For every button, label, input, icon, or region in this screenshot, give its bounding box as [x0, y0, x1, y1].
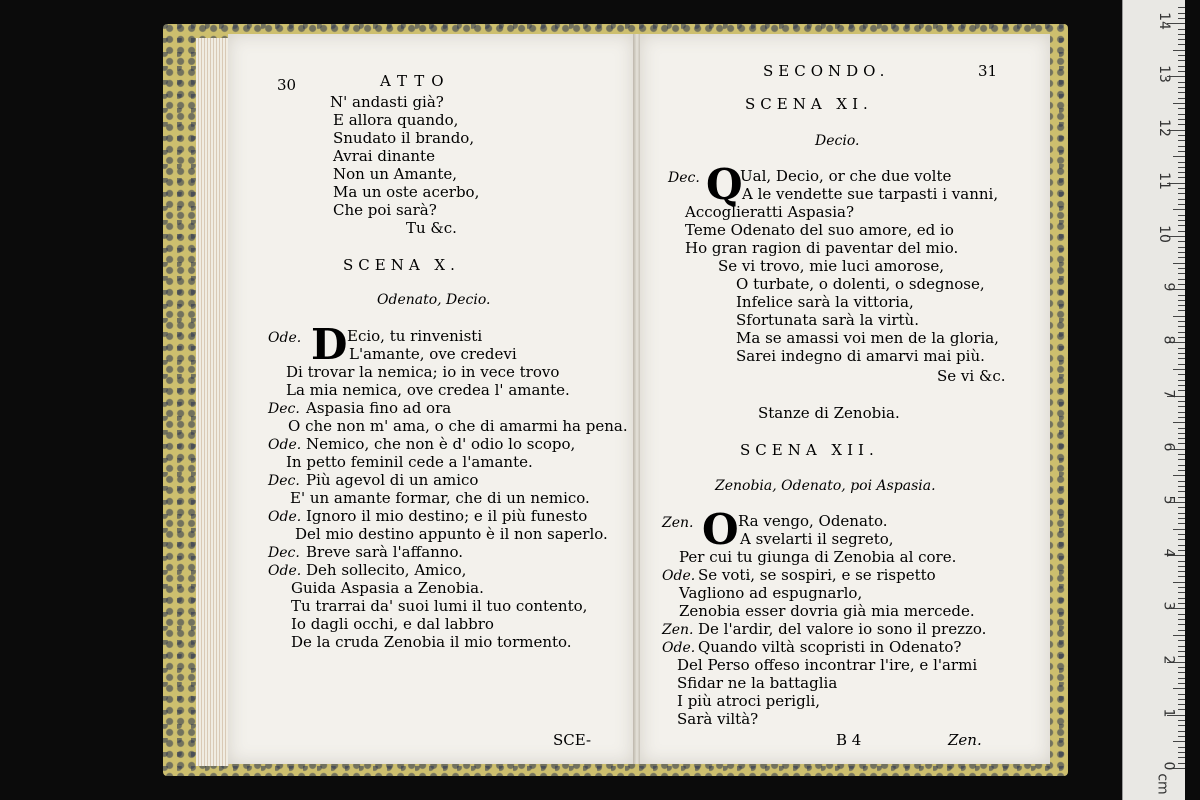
ruler-tick — [1178, 215, 1185, 216]
dialogue-line: Guida Aspasia a Zenobia. — [291, 579, 484, 597]
ruler-tick — [1178, 108, 1185, 109]
ruler-tick — [1178, 598, 1185, 599]
ruler-tick — [1178, 273, 1185, 274]
ruler-tick — [1178, 619, 1185, 620]
ruler-number: 13 — [1156, 65, 1173, 84]
ruler-tick — [1178, 7, 1185, 8]
dialogue-line: Se vi trovo, mie luci amorose, — [718, 257, 945, 275]
ruler-tick — [1178, 374, 1185, 375]
speaker-label: Ode. — [662, 640, 696, 656]
ruler-tick — [1178, 561, 1185, 562]
ruler-tick — [1178, 731, 1185, 732]
ruler-tick — [1178, 614, 1185, 615]
ruler-tick — [1178, 694, 1185, 695]
dialogue-line: O che non m' ama, o che di amarmi ha pena. — [288, 417, 628, 435]
ruler-tick — [1173, 156, 1185, 157]
dialogue-line: Teme Odenato del suo amore, ed io — [685, 221, 954, 239]
ruler-tick — [1173, 635, 1185, 636]
ruler-tick — [1173, 263, 1185, 264]
dialogue-line: Ignoro il mio destino; e il più funesto — [306, 507, 588, 525]
dialogue-line: De la cruda Zenobia il mio tormento. — [291, 633, 572, 651]
ruler-tick — [1178, 98, 1185, 99]
dialogue-line: O turbate, o dolenti, o sdegnose, — [736, 275, 985, 293]
dialogue-line: Sarei indegno di amarvi mai più. — [736, 347, 985, 365]
ruler-tick — [1178, 678, 1185, 679]
ruler-tick — [1178, 34, 1185, 35]
dialogue-line: De l'ardir, del valore io sono il prezzo. — [698, 620, 987, 638]
ruler-tick — [1178, 321, 1185, 322]
ruler-number: 2 — [1160, 655, 1177, 665]
ruler-tick — [1178, 385, 1185, 386]
dialogue-line: Zenobia esser dovria già mia mercede. — [679, 602, 975, 620]
ruler-tick — [1178, 704, 1185, 705]
ruler-tick — [1178, 310, 1185, 311]
ruler-tick — [1178, 167, 1185, 168]
ruler-tick — [1178, 401, 1185, 402]
dialogue-line: Nemico, che non è d' odio lo scopo, — [306, 435, 576, 453]
ruler-number: 7 — [1160, 389, 1177, 399]
ruler-number: 11 — [1156, 171, 1173, 190]
ruler-tick — [1178, 459, 1185, 460]
ruler-tick — [1178, 507, 1185, 508]
ruler-number: 12 — [1156, 118, 1173, 137]
ruler-tick — [1178, 571, 1185, 572]
ruler-tick — [1178, 193, 1185, 194]
ruler-tick — [1178, 177, 1185, 178]
dialogue-line: Deh sollecito, Amico, — [306, 561, 467, 579]
ruler-tick — [1178, 630, 1185, 631]
scene-xii-characters: Zenobia, Odenato, poi Aspasia. — [715, 478, 936, 494]
ruler-tick — [1178, 225, 1185, 226]
ruler-tick — [1178, 353, 1185, 354]
left-catchword: SCE- — [553, 731, 592, 749]
ruler-tick — [1178, 667, 1185, 668]
ruler-tick — [1178, 114, 1185, 115]
left-verse-7: Che poi sarà? — [333, 201, 437, 219]
left-verse-3: Snudato il brando, — [333, 129, 475, 147]
ruler-tick — [1178, 518, 1185, 519]
ruler-tick — [1173, 209, 1185, 210]
ruler-number: 4 — [1160, 548, 1177, 558]
ruler-tick — [1178, 29, 1185, 30]
speaker-label: Zen. — [662, 515, 694, 531]
ruler-tick — [1178, 640, 1185, 641]
right-running-head: SECONDO. — [763, 62, 890, 80]
ruler-tick — [1178, 268, 1185, 269]
left-verse-2: E allora quando, — [333, 111, 459, 129]
ruler-number: 9 — [1160, 282, 1177, 292]
dialogue-line: Aspasia fino ad ora — [306, 399, 452, 417]
ruler-tick — [1173, 316, 1185, 317]
ruler-tick — [1178, 364, 1185, 365]
speaker-label: Ode. — [268, 509, 302, 525]
ruler-tick — [1178, 188, 1185, 189]
ruler-tick — [1178, 417, 1185, 418]
ruler-tick — [1178, 257, 1185, 258]
ruler-tick — [1178, 491, 1185, 492]
left-verse-4: Avrai dinante — [333, 147, 435, 165]
dialogue-line: A le vendette sue tarpasti i vanni, — [742, 185, 999, 203]
ruler-tick — [1173, 369, 1185, 370]
dialogue-line: In petto feminil cede a l'amante. — [286, 453, 533, 471]
ruler-tick — [1178, 438, 1185, 439]
ruler-tick — [1178, 752, 1185, 753]
speaker-label: Ode. — [268, 563, 302, 579]
ruler-tick — [1178, 279, 1185, 280]
ruler-tick — [1178, 13, 1185, 14]
dialogue-line: L'amante, ove credevi — [349, 345, 517, 363]
dialogue-line: La mia nemica, ove credea l' amante. — [286, 381, 570, 399]
ruler-number: 10 — [1156, 225, 1173, 243]
dialogue-line: Breve sarà l'affanno. — [306, 543, 464, 561]
ruler-tick — [1178, 523, 1185, 524]
right-page-number: 31 — [978, 62, 998, 80]
page-edges — [196, 38, 229, 766]
dialogue-line: Ra vengo, Odenato. — [738, 512, 888, 530]
ruler-tick — [1173, 103, 1185, 104]
ruler-tick — [1178, 443, 1185, 444]
ruler-tick — [1178, 241, 1185, 242]
dialogue-line: Del Perso offeso incontrar l'ire, e l'armi — [677, 656, 978, 674]
ruler-tick — [1178, 481, 1185, 482]
ruler-tick — [1178, 300, 1185, 301]
dialogue-line: Più agevol di un amico — [306, 471, 479, 489]
speaker-label: Dec. — [268, 545, 300, 561]
dialogue-line: Se voti, se sospiri, e se rispetto — [698, 566, 936, 584]
ruler-tick — [1178, 390, 1185, 391]
dialogue-line: Di trovar la nemica; io in vece trovo — [286, 363, 560, 381]
ruler-tick — [1178, 231, 1185, 232]
ruler-tick — [1178, 82, 1185, 83]
speaker-label: Ode. — [268, 330, 302, 346]
dialogue-line: Sfidar ne la battaglia — [677, 674, 838, 692]
ruler-tick — [1178, 135, 1185, 136]
left-running-head: ATTO — [380, 72, 451, 90]
ruler-number: 3 — [1160, 601, 1177, 611]
ruler-number: 1 — [1160, 708, 1177, 718]
ruler-unit: cm — [1154, 773, 1171, 795]
left-verse-5: Non un Amante, — [333, 165, 458, 183]
drop-cap-o: O — [702, 505, 739, 554]
ruler-tick — [1178, 220, 1185, 221]
ruler-tick — [1178, 465, 1185, 466]
ruler-tick — [1178, 534, 1185, 535]
ruler-tick — [1178, 406, 1185, 407]
ruler-tick — [1178, 172, 1185, 173]
ruler-tick — [1178, 39, 1185, 40]
ruler-tick — [1178, 545, 1185, 546]
ruler-tick — [1173, 475, 1185, 476]
stanze-title: Stanze di Zenobia. — [758, 404, 900, 422]
ruler-tick — [1178, 146, 1185, 147]
left-verse-6: Ma un oste acerbo, — [333, 183, 480, 201]
ruler-tick — [1178, 497, 1185, 498]
ruler-tick — [1178, 576, 1185, 577]
scene-xi-characters: Decio. — [815, 133, 860, 149]
dialogue-line: Sfortunata sarà la virtù. — [736, 311, 919, 329]
ruler-tick — [1178, 151, 1185, 152]
ruler-tick — [1178, 119, 1185, 120]
ruler-tick — [1178, 358, 1185, 359]
ruler-tick — [1178, 55, 1185, 56]
left-refrain: Tu &c. — [406, 219, 457, 237]
ruler-tick — [1178, 651, 1185, 652]
ruler-tick — [1178, 672, 1185, 673]
ruler-tick — [1178, 736, 1185, 737]
ruler-tick — [1178, 646, 1185, 647]
ruler-number: 14 — [1156, 12, 1173, 31]
ruler-tick — [1178, 603, 1185, 604]
scene-x-heading: SCENA X. — [343, 256, 460, 274]
speaker-label: Dec. — [268, 473, 300, 489]
dialogue-line: Quando viltà scopristi in Odenato? — [698, 638, 962, 656]
ruler-tick — [1178, 725, 1185, 726]
ruler-tick — [1173, 422, 1185, 423]
ruler-tick — [1178, 550, 1185, 551]
ruler-tick — [1178, 348, 1185, 349]
dialogue-line: Ual, Decio, or che due volte — [740, 167, 952, 185]
speaker-label: Zen. — [662, 622, 694, 638]
left-verse-1: N' andasti già? — [330, 93, 444, 111]
ruler-tick — [1178, 757, 1185, 758]
ruler-tick — [1178, 326, 1185, 327]
ruler-tick — [1178, 699, 1185, 700]
right-catchword: Zen. — [948, 731, 982, 749]
dialogue-line: Io dagli occhi, e dal labbro — [291, 615, 494, 633]
ruler-tick — [1178, 566, 1185, 567]
ruler-tick — [1178, 66, 1185, 67]
dialogue-line: Ma se amassi voi men de la gloria, — [736, 329, 999, 347]
dialogue-line: Ecio, tu rinvenisti — [347, 327, 483, 345]
ruler-tick — [1173, 688, 1185, 689]
ruler-tick — [1178, 252, 1185, 253]
speaker-label: Dec. — [268, 401, 300, 417]
ruler-tick — [1178, 486, 1185, 487]
dialogue-line: Infelice sarà la vittoria, — [736, 293, 914, 311]
ruler-number: 5 — [1160, 495, 1177, 505]
signature-mark: B 4 — [836, 731, 862, 749]
measuring-ruler — [1122, 0, 1185, 800]
ruler-tick — [1178, 305, 1185, 306]
ruler-tick — [1178, 470, 1185, 471]
ruler-tick — [1178, 92, 1185, 93]
speaker-label: Ode. — [268, 437, 302, 453]
ruler-tick — [1178, 140, 1185, 141]
ruler-tick — [1178, 539, 1185, 540]
ruler-tick — [1178, 71, 1185, 72]
dialogue-line: A svelarti il segreto, — [740, 530, 894, 548]
ruler-tick — [1178, 44, 1185, 45]
ruler-tick — [1173, 529, 1185, 530]
ruler-tick — [1178, 284, 1185, 285]
ruler-tick — [1178, 380, 1185, 381]
dialogue-line: E' un amante formar, che di un nemico. — [290, 489, 590, 507]
ruler-number: 6 — [1160, 442, 1177, 452]
ruler-tick — [1173, 582, 1185, 583]
scene-xi-heading: SCENA XI. — [745, 95, 873, 113]
ruler-tick — [1178, 587, 1185, 588]
ruler-tick — [1178, 454, 1185, 455]
scene-xii-heading: SCENA XII. — [740, 441, 879, 459]
dialogue-line: Ho gran ragion di paventar del mio. — [685, 239, 959, 257]
ruler-tick — [1178, 624, 1185, 625]
ruler-tick — [1178, 709, 1185, 710]
ruler-tick — [1178, 747, 1185, 748]
ruler-number: 0 — [1160, 761, 1177, 771]
ruler-tick — [1178, 295, 1185, 296]
drop-cap-d: D — [311, 320, 348, 369]
ruler-tick — [1178, 87, 1185, 88]
ruler-tick — [1178, 199, 1185, 200]
dialogue-line: Se vi &c. — [937, 367, 1006, 385]
dialogue-line: Per cui tu giunga di Zenobia al core. — [679, 548, 957, 566]
dialogue-line: Accoglieratti Aspasia? — [685, 203, 855, 221]
ruler-tick — [1173, 741, 1185, 742]
dialogue-line: Tu trarrai da' suoi lumi il tuo contento, — [291, 597, 588, 615]
dialogue-line: Sarà viltà? — [677, 710, 759, 728]
drop-cap-q: Q — [706, 160, 743, 209]
ruler-tick — [1178, 592, 1185, 593]
ruler-tick — [1178, 412, 1185, 413]
ruler-tick — [1178, 763, 1185, 764]
ruler-tick — [1178, 428, 1185, 429]
ruler-tick — [1173, 50, 1185, 51]
ruler-tick — [1178, 18, 1185, 19]
speaker-label: Dec. — [668, 170, 700, 186]
ruler-tick — [1178, 124, 1185, 125]
scene-x-characters: Odenato, Decio. — [377, 292, 491, 308]
dialogue-line: Del mio destino appunto è il non saperlo. — [295, 525, 608, 543]
ruler-tick — [1178, 332, 1185, 333]
ruler-tick — [1178, 683, 1185, 684]
ruler-tick — [1178, 337, 1185, 338]
ruler-tick — [1178, 656, 1185, 657]
dialogue-line: I più atroci perigli, — [677, 692, 821, 710]
left-page-number: 30 — [277, 76, 297, 94]
speaker-label: Ode. — [662, 568, 696, 584]
dialogue-line: Vagliono ad espugnarlo, — [679, 584, 863, 602]
ruler-tick — [1178, 162, 1185, 163]
ruler-tick — [1178, 433, 1185, 434]
ruler-tick — [1178, 513, 1185, 514]
ruler-tick — [1178, 60, 1185, 61]
ruler-tick — [1178, 247, 1185, 248]
ruler-number: 8 — [1160, 335, 1177, 345]
ruler-tick — [1178, 720, 1185, 721]
ruler-tick — [1178, 204, 1185, 205]
